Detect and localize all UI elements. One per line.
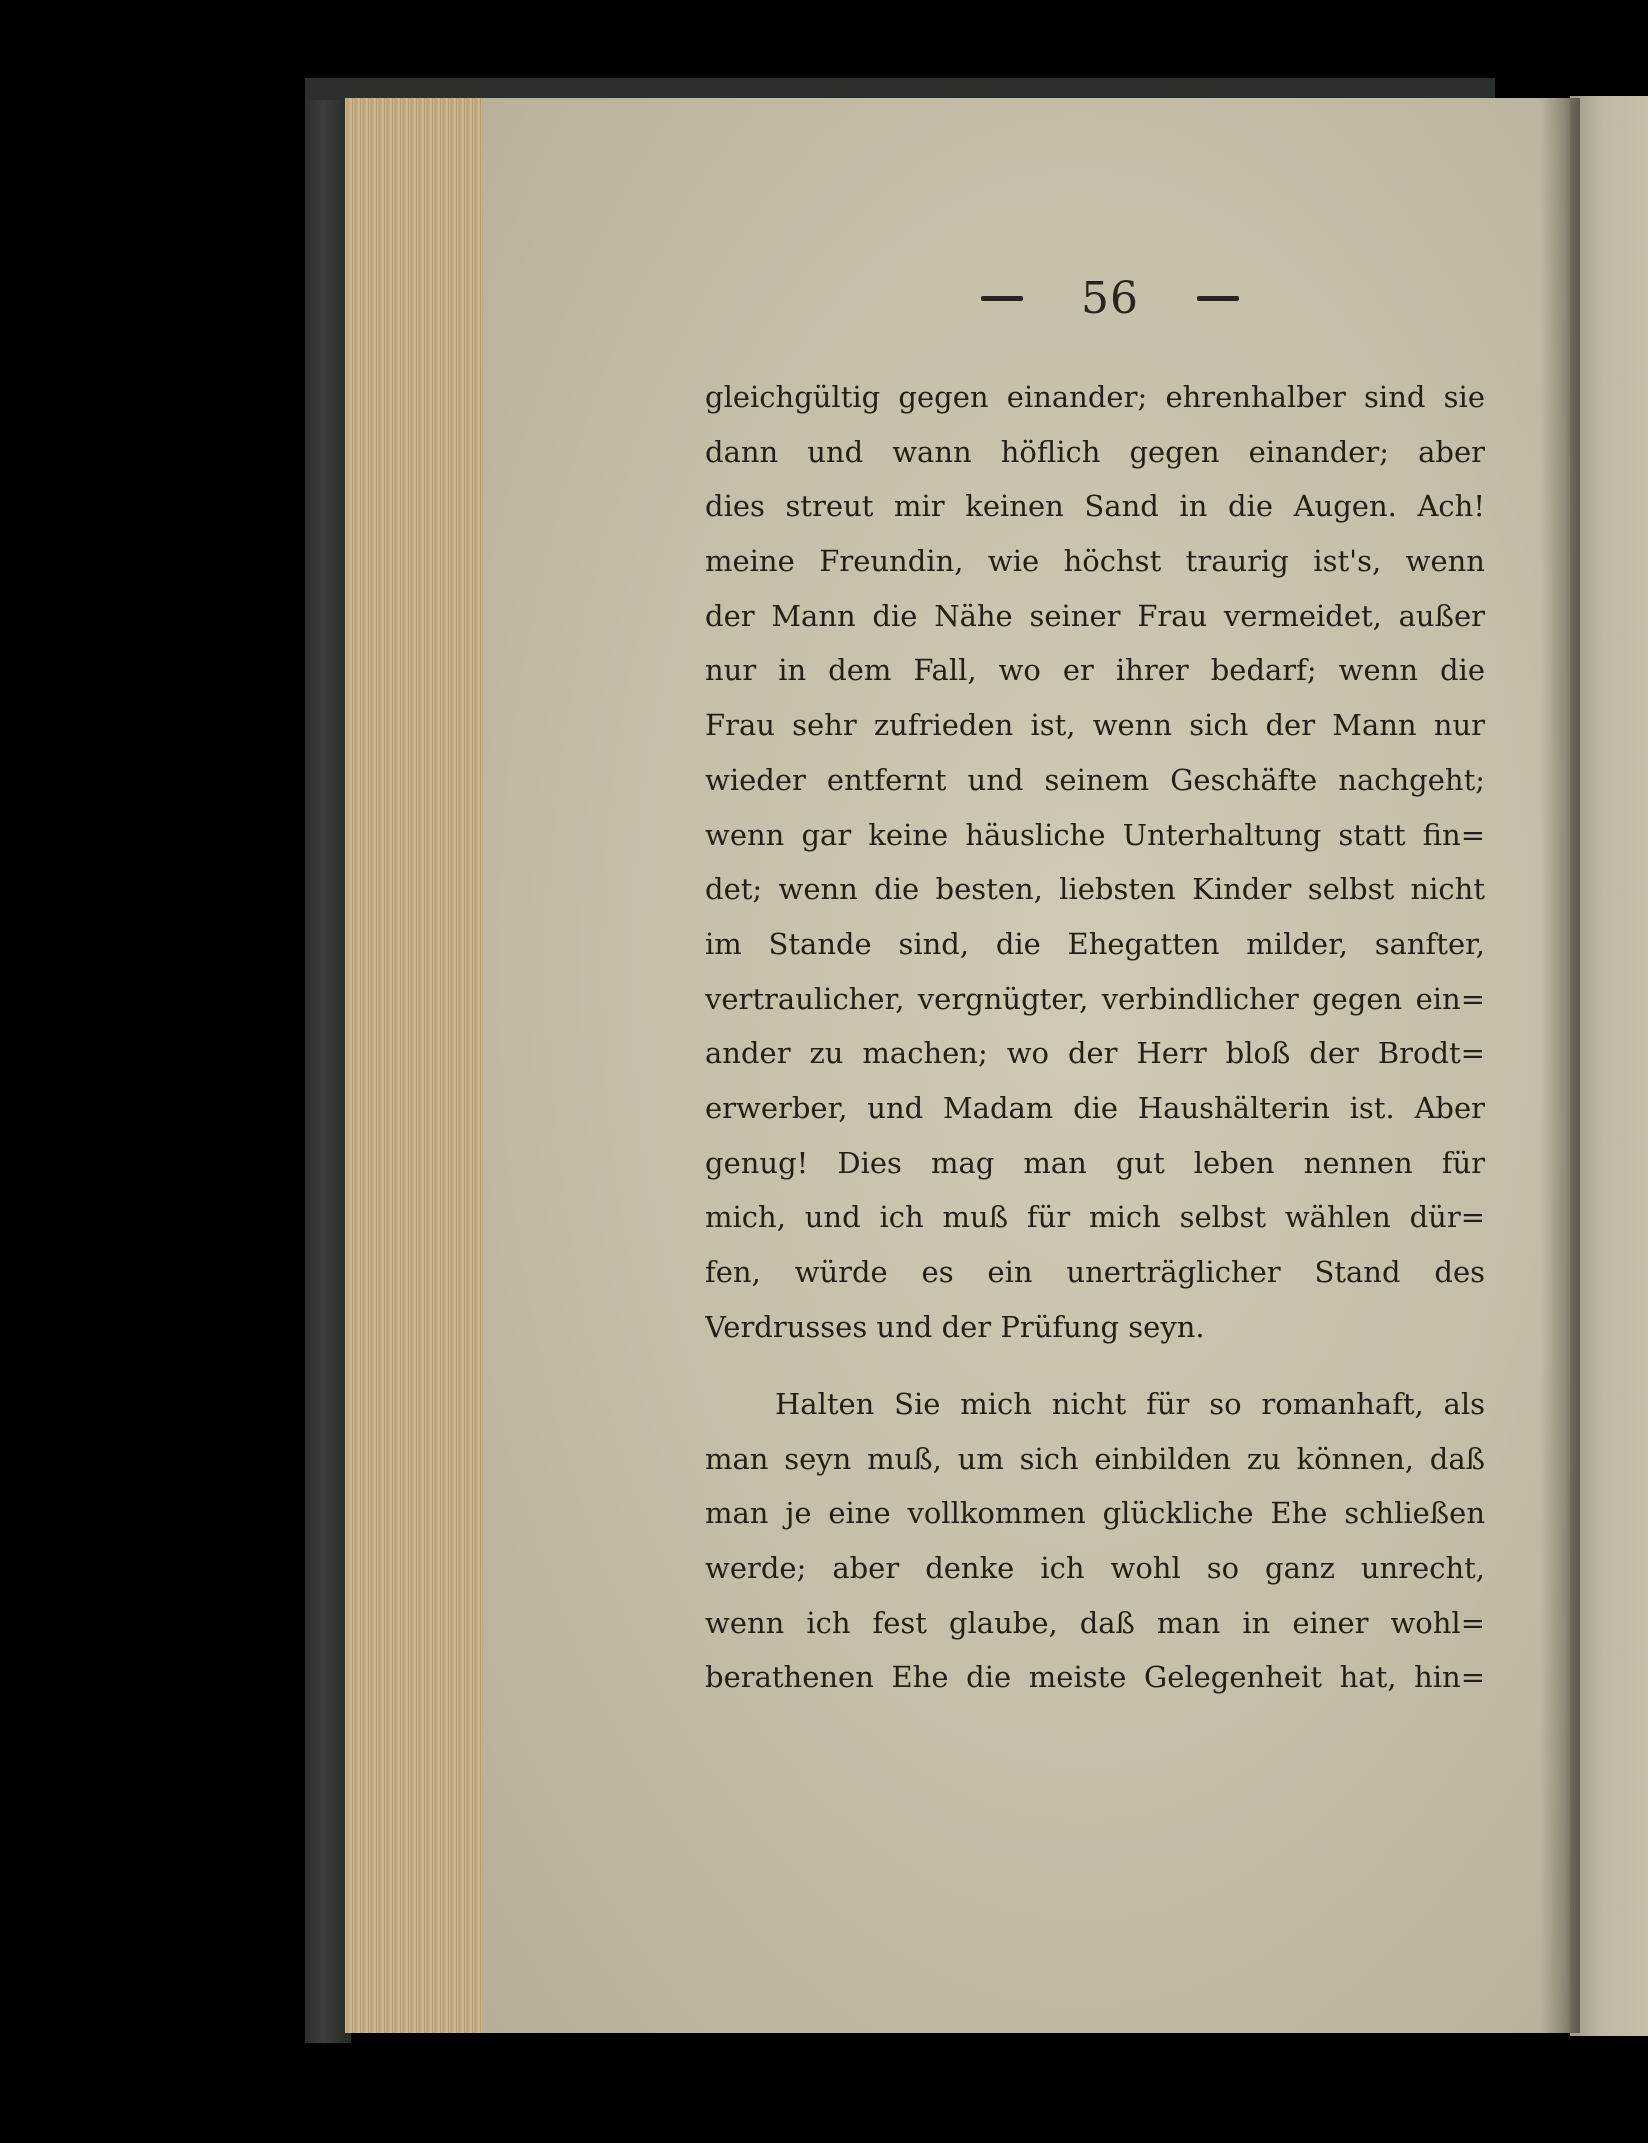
text-line: wenn ich fest glaube, daß man in einer wohl= bbox=[705, 1605, 1485, 1640]
book-cover-top-edge bbox=[305, 78, 1495, 100]
text-line: dann und wann höflich gegen einander; aber bbox=[705, 434, 1485, 469]
text-line: man je eine vollkommen glückliche Ehe schließen bbox=[705, 1496, 1485, 1531]
text-line: berathenen Ehe die meiste Gelegenheit hat, hin= bbox=[705, 1660, 1485, 1695]
text-line: meine Freundin, wie höchst traurig ist's, wenn bbox=[705, 544, 1485, 579]
page-edges bbox=[345, 98, 485, 2033]
page-gutter bbox=[1540, 98, 1580, 2033]
text-line: dies streut mir keinen Sand in die Augen. Ach! bbox=[705, 489, 1485, 524]
page-header bbox=[900, 268, 1320, 328]
text-line: fen, würde es ein unerträglicher Stand des bbox=[705, 1255, 1485, 1289]
text-line: genug! Dies mag man gut leben nennen für bbox=[705, 1145, 1485, 1180]
text-line: der Mann die Nähe seiner Frau vermeidet, außer bbox=[705, 598, 1485, 633]
header-dash-left bbox=[981, 296, 1023, 301]
text-line: Frau sehr zufrieden ist, wenn sich der Mann nur bbox=[705, 708, 1485, 743]
text-line: man seyn muß, um sich einbilden zu können, daß bbox=[705, 1441, 1485, 1476]
text-line: vertraulicher, vergnügter, verbindlicher gegen ein= bbox=[705, 981, 1485, 1016]
text-line: ander zu machen; wo der Herr bloß der Brodt= bbox=[705, 1036, 1485, 1071]
text-line: det; wenn die besten, liebsten Kinder selbst nicht bbox=[705, 872, 1485, 907]
text-line: wenn gar keine häusliche Unterhaltung statt fin= bbox=[705, 817, 1485, 852]
facing-page-edge bbox=[1570, 96, 1648, 2036]
header-dash-right bbox=[1197, 296, 1239, 301]
paragraph-2 bbox=[705, 1377, 1485, 1705]
text-line: wieder entfernt und seinem Geschäfte nachgeht; bbox=[705, 762, 1485, 797]
text-line: im Stande sind, die Ehegatten milder, sanfter, bbox=[705, 926, 1485, 961]
text-line: werde; aber denke ich wohl so ganz unrecht, bbox=[705, 1551, 1485, 1586]
text-line: erwerber, und Madam die Haushälterin ist. Aber bbox=[705, 1090, 1485, 1125]
page-number: 56 bbox=[1081, 272, 1139, 324]
text-line: Halten Sie mich nicht für so romanhaft, als bbox=[775, 1387, 1485, 1421]
text-line: mich, und ich muß für mich selbst wählen dür= bbox=[705, 1200, 1485, 1235]
text-line: gleichgültig gegen einander; ehrenhalber sind sie bbox=[705, 380, 1485, 414]
text-line: Verdrusses und der Prüfung seyn. bbox=[705, 1309, 1205, 1344]
text-line: nur in dem Fall, wo er ihrer bedarf; wenn die bbox=[705, 653, 1485, 688]
paragraph-1 bbox=[705, 370, 1485, 1354]
